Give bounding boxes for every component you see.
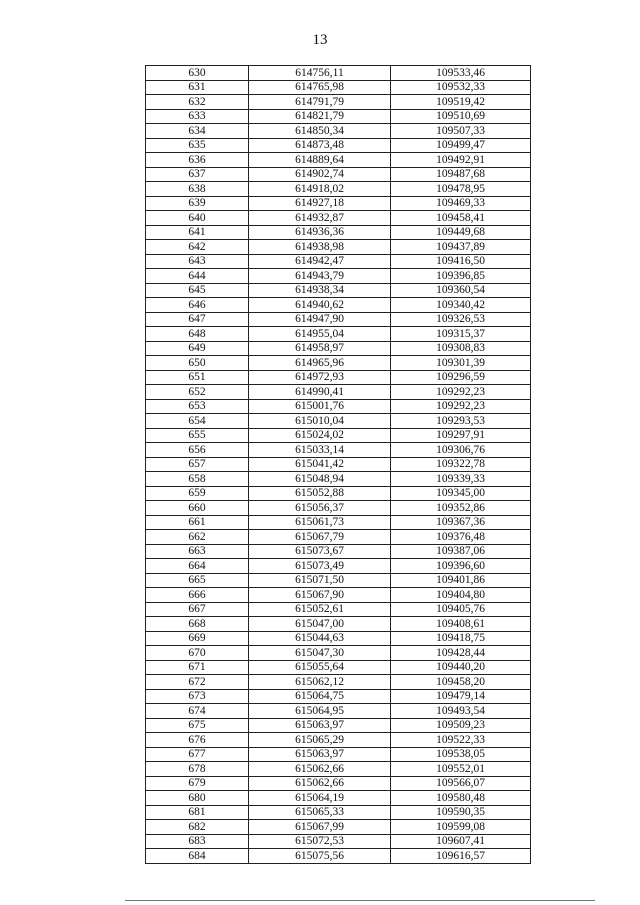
table-row — [146, 762, 531, 777]
y-coordinate-cell: 109458,41 — [391, 211, 531, 226]
x-coordinate-cell: 615048,94 — [249, 472, 391, 487]
table-row — [146, 718, 531, 733]
point-number-cell: 653 — [146, 399, 249, 414]
y-coordinate-cell: 109292,23 — [391, 385, 531, 400]
x-coordinate-cell: 615064,75 — [249, 689, 391, 704]
x-coordinate-cell: 615073,67 — [249, 544, 391, 559]
table-row — [146, 385, 531, 400]
y-coordinate-cell: 109552,01 — [391, 762, 531, 777]
point-number-cell: 661 — [146, 515, 249, 530]
table-row — [146, 182, 531, 197]
x-coordinate-cell: 615073,49 — [249, 559, 391, 574]
point-number-cell: 648 — [146, 327, 249, 342]
table-row — [146, 196, 531, 211]
x-coordinate-cell: 615071,50 — [249, 573, 391, 588]
y-coordinate-cell: 109387,06 — [391, 544, 531, 559]
point-number-cell: 672 — [146, 675, 249, 690]
point-number-cell: 656 — [146, 443, 249, 458]
x-coordinate-cell: 615067,90 — [249, 588, 391, 603]
point-number-cell: 657 — [146, 457, 249, 472]
x-coordinate-cell: 615061,73 — [249, 515, 391, 530]
point-number-cell: 674 — [146, 704, 249, 719]
point-number-cell: 682 — [146, 820, 249, 835]
y-coordinate-cell: 109352,86 — [391, 501, 531, 516]
y-coordinate-cell: 109376,48 — [391, 530, 531, 545]
table-row — [146, 501, 531, 516]
point-number-cell: 654 — [146, 414, 249, 429]
point-number-cell: 673 — [146, 689, 249, 704]
y-coordinate-cell: 109404,80 — [391, 588, 531, 603]
x-coordinate-cell: 615063,97 — [249, 718, 391, 733]
y-coordinate-cell: 109339,33 — [391, 472, 531, 487]
table-row — [146, 211, 531, 226]
point-number-cell: 630 — [146, 66, 249, 81]
table-row — [146, 617, 531, 632]
x-coordinate-cell: 614932,87 — [249, 211, 391, 226]
point-number-cell: 635 — [146, 138, 249, 153]
x-coordinate-cell: 614942,47 — [249, 254, 391, 269]
x-coordinate-cell: 614918,02 — [249, 182, 391, 197]
point-number-cell: 663 — [146, 544, 249, 559]
table-row — [146, 689, 531, 704]
table-row — [146, 631, 531, 646]
point-number-cell: 645 — [146, 283, 249, 298]
point-number-cell: 660 — [146, 501, 249, 516]
x-coordinate-cell: 615064,19 — [249, 791, 391, 806]
y-coordinate-cell: 109293,53 — [391, 414, 531, 429]
table-row — [146, 646, 531, 661]
table-row — [146, 80, 531, 95]
y-coordinate-cell: 109416,50 — [391, 254, 531, 269]
y-coordinate-cell: 109315,37 — [391, 327, 531, 342]
x-coordinate-cell: 615062,66 — [249, 762, 391, 777]
y-coordinate-cell: 109507,33 — [391, 124, 531, 139]
table-row — [146, 312, 531, 327]
table-row — [146, 254, 531, 269]
x-coordinate-cell: 614927,18 — [249, 196, 391, 211]
point-number-cell: 646 — [146, 298, 249, 313]
y-coordinate-cell: 109396,85 — [391, 269, 531, 284]
point-number-cell: 664 — [146, 559, 249, 574]
x-coordinate-cell: 615024,02 — [249, 428, 391, 443]
point-number-cell: 644 — [146, 269, 249, 284]
y-coordinate-cell: 109493,54 — [391, 704, 531, 719]
point-number-cell: 679 — [146, 776, 249, 791]
y-coordinate-cell: 109301,39 — [391, 356, 531, 371]
point-number-cell: 683 — [146, 834, 249, 849]
table-row — [146, 515, 531, 530]
point-number-cell: 633 — [146, 109, 249, 124]
point-number-cell: 652 — [146, 385, 249, 400]
table-row — [146, 167, 531, 182]
table-row — [146, 805, 531, 820]
x-coordinate-cell: 614821,79 — [249, 109, 391, 124]
y-coordinate-cell: 109566,07 — [391, 776, 531, 791]
y-coordinate-cell: 109532,33 — [391, 80, 531, 95]
table-row — [146, 733, 531, 748]
x-coordinate-cell: 614947,90 — [249, 312, 391, 327]
x-coordinate-cell: 614972,93 — [249, 370, 391, 385]
table-row — [146, 283, 531, 298]
table-row — [146, 791, 531, 806]
y-coordinate-cell: 109478,95 — [391, 182, 531, 197]
point-number-cell: 670 — [146, 646, 249, 661]
point-number-cell: 675 — [146, 718, 249, 733]
table-row — [146, 472, 531, 487]
x-coordinate-cell: 615062,12 — [249, 675, 391, 690]
x-coordinate-cell: 615055,64 — [249, 660, 391, 675]
y-coordinate-cell: 109580,48 — [391, 791, 531, 806]
point-number-cell: 642 — [146, 240, 249, 255]
table-row — [146, 269, 531, 284]
y-coordinate-cell: 109509,23 — [391, 718, 531, 733]
y-coordinate-cell: 109428,44 — [391, 646, 531, 661]
table-row — [146, 298, 531, 313]
table-row — [146, 414, 531, 429]
x-coordinate-cell: 615041,42 — [249, 457, 391, 472]
coordinates-table-body — [146, 66, 531, 864]
point-number-cell: 662 — [146, 530, 249, 545]
point-number-cell: 667 — [146, 602, 249, 617]
table-row — [146, 573, 531, 588]
x-coordinate-cell: 614940,62 — [249, 298, 391, 313]
y-coordinate-cell: 109607,41 — [391, 834, 531, 849]
table-row — [146, 109, 531, 124]
x-coordinate-cell: 615056,37 — [249, 501, 391, 516]
point-number-cell: 631 — [146, 80, 249, 95]
table-row — [146, 153, 531, 168]
table-row — [146, 428, 531, 443]
coordinates-table — [145, 65, 531, 864]
table-row — [146, 834, 531, 849]
x-coordinate-cell: 615065,33 — [249, 805, 391, 820]
table-row — [146, 675, 531, 690]
table-row — [146, 820, 531, 835]
y-coordinate-cell: 109292,23 — [391, 399, 531, 414]
y-coordinate-cell: 109599,08 — [391, 820, 531, 835]
table-row — [146, 660, 531, 675]
point-number-cell: 669 — [146, 631, 249, 646]
x-coordinate-cell: 614938,34 — [249, 283, 391, 298]
point-number-cell: 650 — [146, 356, 249, 371]
x-coordinate-cell: 615047,30 — [249, 646, 391, 661]
y-coordinate-cell: 109418,75 — [391, 631, 531, 646]
x-coordinate-cell: 615047,00 — [249, 617, 391, 632]
table-row — [146, 747, 531, 762]
point-number-cell: 643 — [146, 254, 249, 269]
x-coordinate-cell: 615062,66 — [249, 776, 391, 791]
point-number-cell: 637 — [146, 167, 249, 182]
x-coordinate-cell: 615067,99 — [249, 820, 391, 835]
x-coordinate-cell: 615072,53 — [249, 834, 391, 849]
x-coordinate-cell: 614938,98 — [249, 240, 391, 255]
x-coordinate-cell: 614873,48 — [249, 138, 391, 153]
table-row — [146, 95, 531, 110]
point-number-cell: 636 — [146, 153, 249, 168]
y-coordinate-cell: 109533,46 — [391, 66, 531, 81]
y-coordinate-cell: 109487,68 — [391, 167, 531, 182]
y-coordinate-cell: 109306,76 — [391, 443, 531, 458]
x-coordinate-cell: 615063,97 — [249, 747, 391, 762]
x-coordinate-cell: 614955,04 — [249, 327, 391, 342]
y-coordinate-cell: 109479,14 — [391, 689, 531, 704]
point-number-cell: 668 — [146, 617, 249, 632]
table-row — [146, 138, 531, 153]
x-coordinate-cell: 615033,14 — [249, 443, 391, 458]
x-coordinate-cell: 614958,97 — [249, 341, 391, 356]
y-coordinate-cell: 109499,47 — [391, 138, 531, 153]
point-number-cell: 666 — [146, 588, 249, 603]
table-row — [146, 356, 531, 371]
y-coordinate-cell: 109297,91 — [391, 428, 531, 443]
table-row — [146, 602, 531, 617]
x-coordinate-cell: 614756,11 — [249, 66, 391, 81]
point-number-cell: 632 — [146, 95, 249, 110]
point-number-cell: 677 — [146, 747, 249, 762]
x-coordinate-cell: 614943,79 — [249, 269, 391, 284]
x-coordinate-cell: 615065,29 — [249, 733, 391, 748]
x-coordinate-cell: 615067,79 — [249, 530, 391, 545]
y-coordinate-cell: 109449,68 — [391, 225, 531, 240]
point-number-cell: 676 — [146, 733, 249, 748]
x-coordinate-cell: 614965,96 — [249, 356, 391, 371]
y-coordinate-cell: 109469,33 — [391, 196, 531, 211]
x-coordinate-cell: 614936,36 — [249, 225, 391, 240]
point-number-cell: 641 — [146, 225, 249, 240]
point-number-cell: 680 — [146, 791, 249, 806]
point-number-cell: 684 — [146, 849, 249, 864]
table-row — [146, 341, 531, 356]
table-row — [146, 776, 531, 791]
y-coordinate-cell: 109510,69 — [391, 109, 531, 124]
table-row — [146, 124, 531, 139]
x-coordinate-cell: 615010,04 — [249, 414, 391, 429]
x-coordinate-cell: 614902,74 — [249, 167, 391, 182]
x-coordinate-cell: 615044,63 — [249, 631, 391, 646]
table-row — [146, 457, 531, 472]
point-number-cell: 639 — [146, 196, 249, 211]
y-coordinate-cell: 109538,05 — [391, 747, 531, 762]
y-coordinate-cell: 109322,78 — [391, 457, 531, 472]
x-coordinate-cell: 615001,76 — [249, 399, 391, 414]
x-coordinate-cell: 614850,34 — [249, 124, 391, 139]
y-coordinate-cell: 109367,36 — [391, 515, 531, 530]
table-row — [146, 225, 531, 240]
y-coordinate-cell: 109396,60 — [391, 559, 531, 574]
y-coordinate-cell: 109405,76 — [391, 602, 531, 617]
table-row — [146, 544, 531, 559]
table-row — [146, 849, 531, 864]
y-coordinate-cell: 109458,20 — [391, 675, 531, 690]
point-number-cell: 678 — [146, 762, 249, 777]
table-row — [146, 559, 531, 574]
table-row — [146, 399, 531, 414]
point-number-cell: 655 — [146, 428, 249, 443]
y-coordinate-cell: 109308,83 — [391, 341, 531, 356]
table-row — [146, 443, 531, 458]
y-coordinate-cell: 109296,59 — [391, 370, 531, 385]
y-coordinate-cell: 109519,42 — [391, 95, 531, 110]
y-coordinate-cell: 109326,53 — [391, 312, 531, 327]
page-number: 13 — [312, 32, 328, 48]
point-number-cell: 681 — [146, 805, 249, 820]
point-number-cell: 640 — [146, 211, 249, 226]
point-number-cell: 659 — [146, 486, 249, 501]
x-coordinate-cell: 615064,95 — [249, 704, 391, 719]
y-coordinate-cell: 109492,91 — [391, 153, 531, 168]
y-coordinate-cell: 109590,35 — [391, 805, 531, 820]
table-row — [146, 530, 531, 545]
table-row — [146, 327, 531, 342]
x-coordinate-cell: 614765,98 — [249, 80, 391, 95]
y-coordinate-cell: 109437,89 — [391, 240, 531, 255]
point-number-cell: 651 — [146, 370, 249, 385]
point-number-cell: 665 — [146, 573, 249, 588]
x-coordinate-cell: 614990,41 — [249, 385, 391, 400]
y-coordinate-cell: 109340,42 — [391, 298, 531, 313]
x-coordinate-cell: 615052,88 — [249, 486, 391, 501]
x-coordinate-cell: 615075,56 — [249, 849, 391, 864]
table-row — [146, 486, 531, 501]
point-number-cell: 649 — [146, 341, 249, 356]
table-row — [146, 704, 531, 719]
table-row — [146, 240, 531, 255]
table-row — [146, 370, 531, 385]
point-number-cell: 671 — [146, 660, 249, 675]
table-row — [146, 66, 531, 81]
point-number-cell: 658 — [146, 472, 249, 487]
x-coordinate-cell: 614889,64 — [249, 153, 391, 168]
point-number-cell: 647 — [146, 312, 249, 327]
bottom-rule — [125, 900, 595, 901]
y-coordinate-cell: 109345,00 — [391, 486, 531, 501]
y-coordinate-cell: 109616,57 — [391, 849, 531, 864]
y-coordinate-cell: 109360,54 — [391, 283, 531, 298]
y-coordinate-cell: 109440,20 — [391, 660, 531, 675]
y-coordinate-cell: 109401,86 — [391, 573, 531, 588]
x-coordinate-cell: 615052,61 — [249, 602, 391, 617]
x-coordinate-cell: 614791,79 — [249, 95, 391, 110]
table-row — [146, 588, 531, 603]
y-coordinate-cell: 109408,61 — [391, 617, 531, 632]
y-coordinate-cell: 109522,33 — [391, 733, 531, 748]
point-number-cell: 634 — [146, 124, 249, 139]
point-number-cell: 638 — [146, 182, 249, 197]
